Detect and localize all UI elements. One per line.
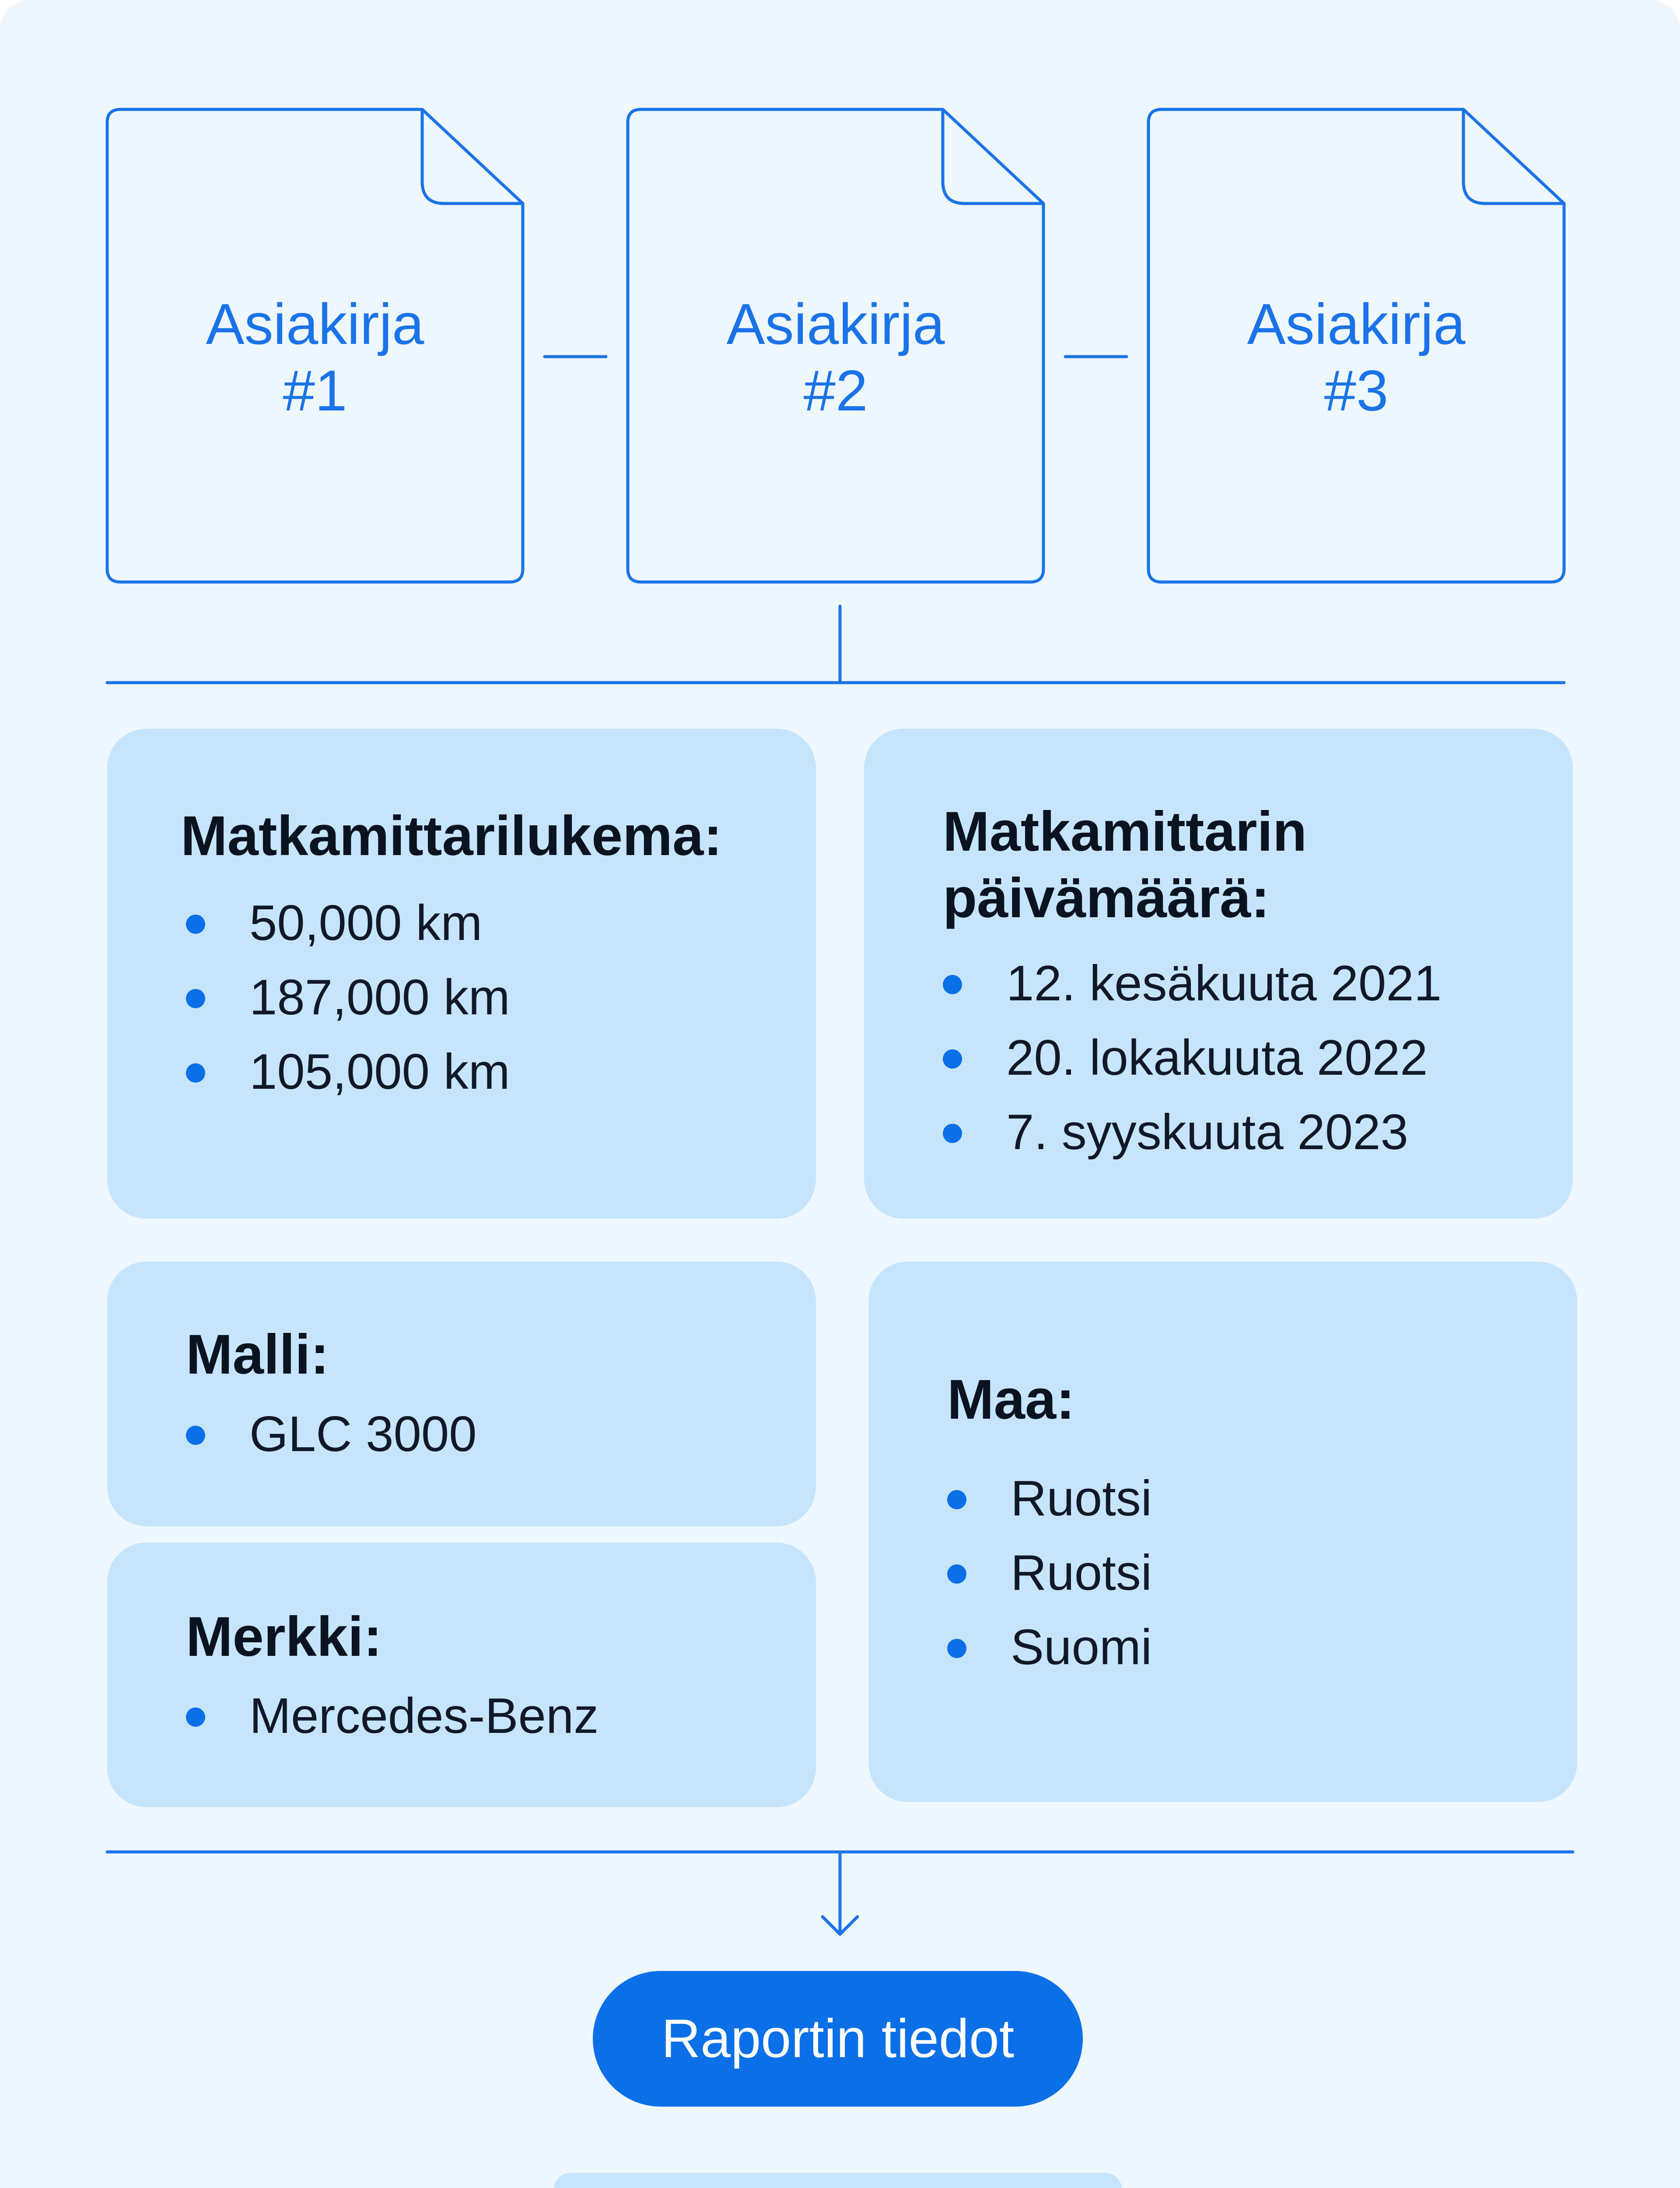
document-3-title: Asiakirja [1247, 292, 1466, 356]
odometer-date-title-line2: päivämäärä: [943, 867, 1270, 929]
odometer-date-title-line1: Matkamittarin [943, 800, 1307, 863]
list-item: 50,000 km [186, 886, 510, 961]
list-item: Suomi [947, 1610, 1152, 1685]
list-item: 105,000 km [186, 1035, 510, 1109]
country-title: Maa: [947, 1368, 1075, 1431]
list-item: Mercedes-Benz [186, 1679, 598, 1753]
model-title: Malli: [186, 1323, 329, 1386]
list-item: Ruotsi [947, 1536, 1152, 1610]
document-1-number: #1 [283, 358, 347, 423]
list-item: GLC 3000 [186, 1397, 477, 1472]
list-item: 12. kesäkuuta 2021 [943, 947, 1442, 1021]
report-details-button[interactable]: Raportin tiedot [593, 1971, 1083, 2107]
list-item: 187,000 km [186, 961, 510, 1035]
make-title: Merkki: [186, 1606, 382, 1668]
document-2-number: #2 [803, 358, 868, 423]
document-3-number: #3 [1324, 358, 1389, 423]
report-panel [553, 2173, 1122, 2188]
list-item: 20. lokakuuta 2022 [943, 1021, 1442, 1095]
list-item: Ruotsi [947, 1462, 1152, 1536]
odometer-reading-title: Matkamittarilukema: [181, 805, 722, 867]
list-item: 7. syyskuuta 2023 [943, 1095, 1442, 1170]
document-1-title: Asiakirja [206, 292, 424, 356]
document-2-title: Asiakirja [726, 292, 945, 356]
